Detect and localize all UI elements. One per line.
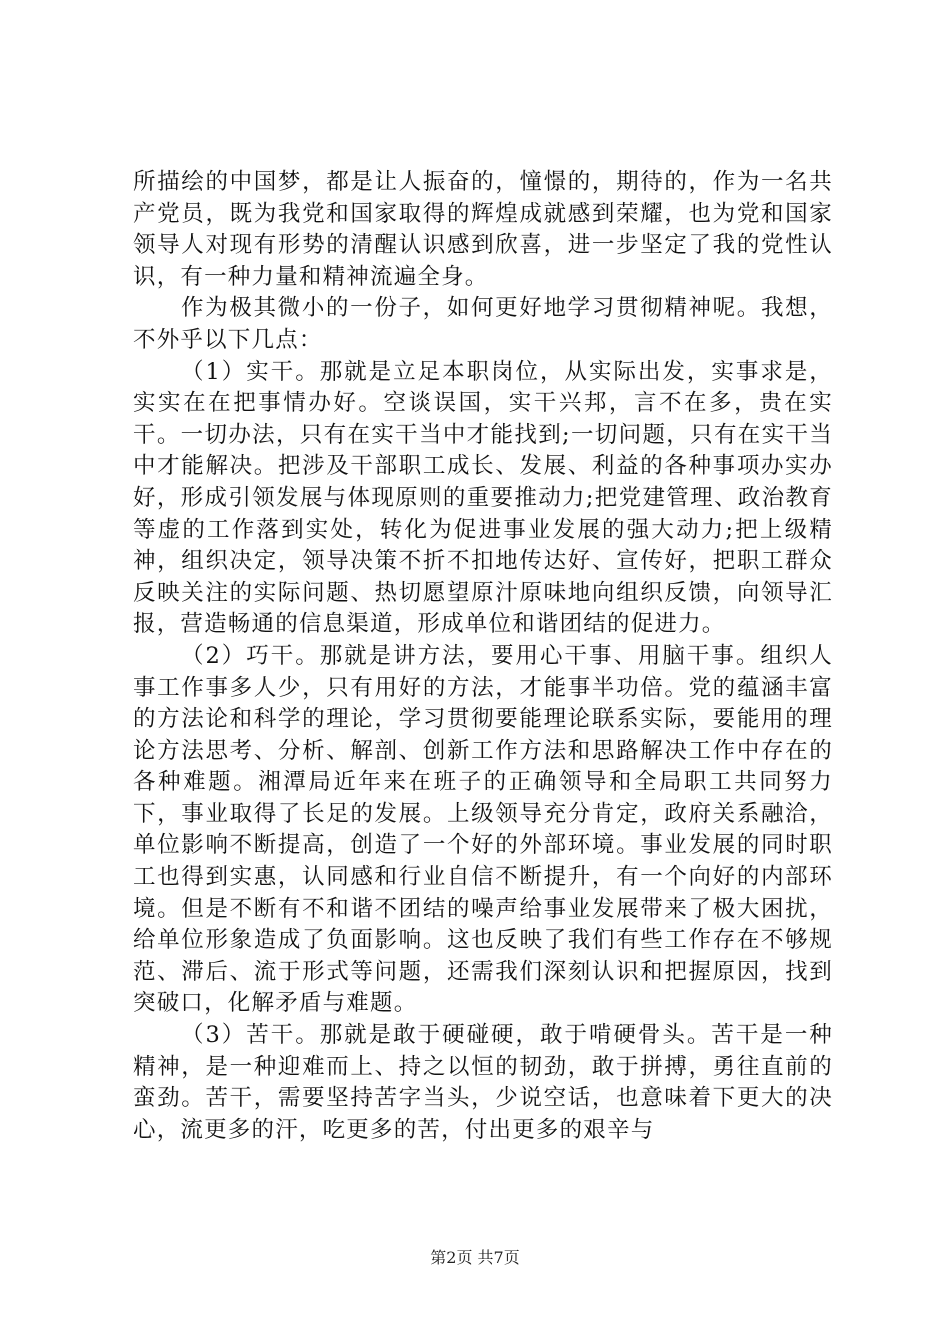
paragraph-point-2: （2）巧干。那就是讲方法，要用心干事、用脑干事。组织人事工作事多人少，只有用好的方法，才能事半功倍。党的蕴涵丰富的方法论和科学的理论，学习贯彻要能理论联系实际，要能用的理论方法思考、分析、解剖、创新工作方法和思路解决工作中存在的各种难题。湘潭局近年来在班子的正确领导和全局职工共同努力下，事业取得了长足的发展。上级领导充分肯定，政府关系融洽，单位影响不断提高，创造了一个好的外部环境。事业发展的同时职工也得到实惠，认同感和行业自信不断提升，有一个向好的内部环境。但是不断有不和谐不团结的噪声给事业发展带来了极大困扰，给单位形象造成了负面影响。这也反映了我们有些工作存在不够规范、滞后、流于形式等问题，还需我们深刻认识和把握原因，找到突破口，化解矛盾与难题。	[133, 642, 833, 1017]
page-number-footer: 第2页 共7页	[430, 1248, 520, 1267]
document-body	[133, 167, 833, 1146]
paragraph-point-3: （3）苦干。那就是敢于硬碰硬，敢于啃硬骨头。苦干是一种精神，是一种迎难而上、持之以恒的韧劲，敢于拼搏，勇往直前的蛮劲。苦干，需要坚持苦字当头，少说空话，也意味着下更大的决心，流更多的汗，吃更多的苦，付出更多的艰辛与	[133, 1022, 833, 1143]
paragraph-point-1: （1）实干。那就是立足本职岗位，从实际出发，实事求是，实实在在把事情办好。空谈误国，实干兴邦，言不在多，贵在实干。一切办法，只有在实干当中才能找到;一切问题，只有在实干当中才能解决。把涉及干部职工成长、发展、利益的各种事项办实办好，形成引领发展与体现原则的重要推动力;把党建管理、政治教育等虚的工作落到实处，转化为促进事业发展的强大动力;把上级精神，组织决定，领导决策不折不扣地传达好、宣传好，把职工群众反映关注的实际问题、热切愿望原汁原味地向组织反馈，向领导汇报，营造畅通的信息渠道，形成单位和谐团结的促进力。	[133, 358, 833, 638]
paragraph-intro: 作为极其微小的一份子，如何更好地学习贯彻精神呢。我想，不外乎以下几点：	[133, 295, 833, 353]
paragraph-continuation: 所描绘的中国梦，都是让人振奋的，憧憬的，期待的，作为一名共产党员，既为我党和国家取得的辉煌成就感到荣耀，也为党和国家领导人对现有形势的清醒认识感到欣喜，进一步坚定了我的党性认识，有一种力量和精神流遍全身。	[133, 169, 833, 290]
